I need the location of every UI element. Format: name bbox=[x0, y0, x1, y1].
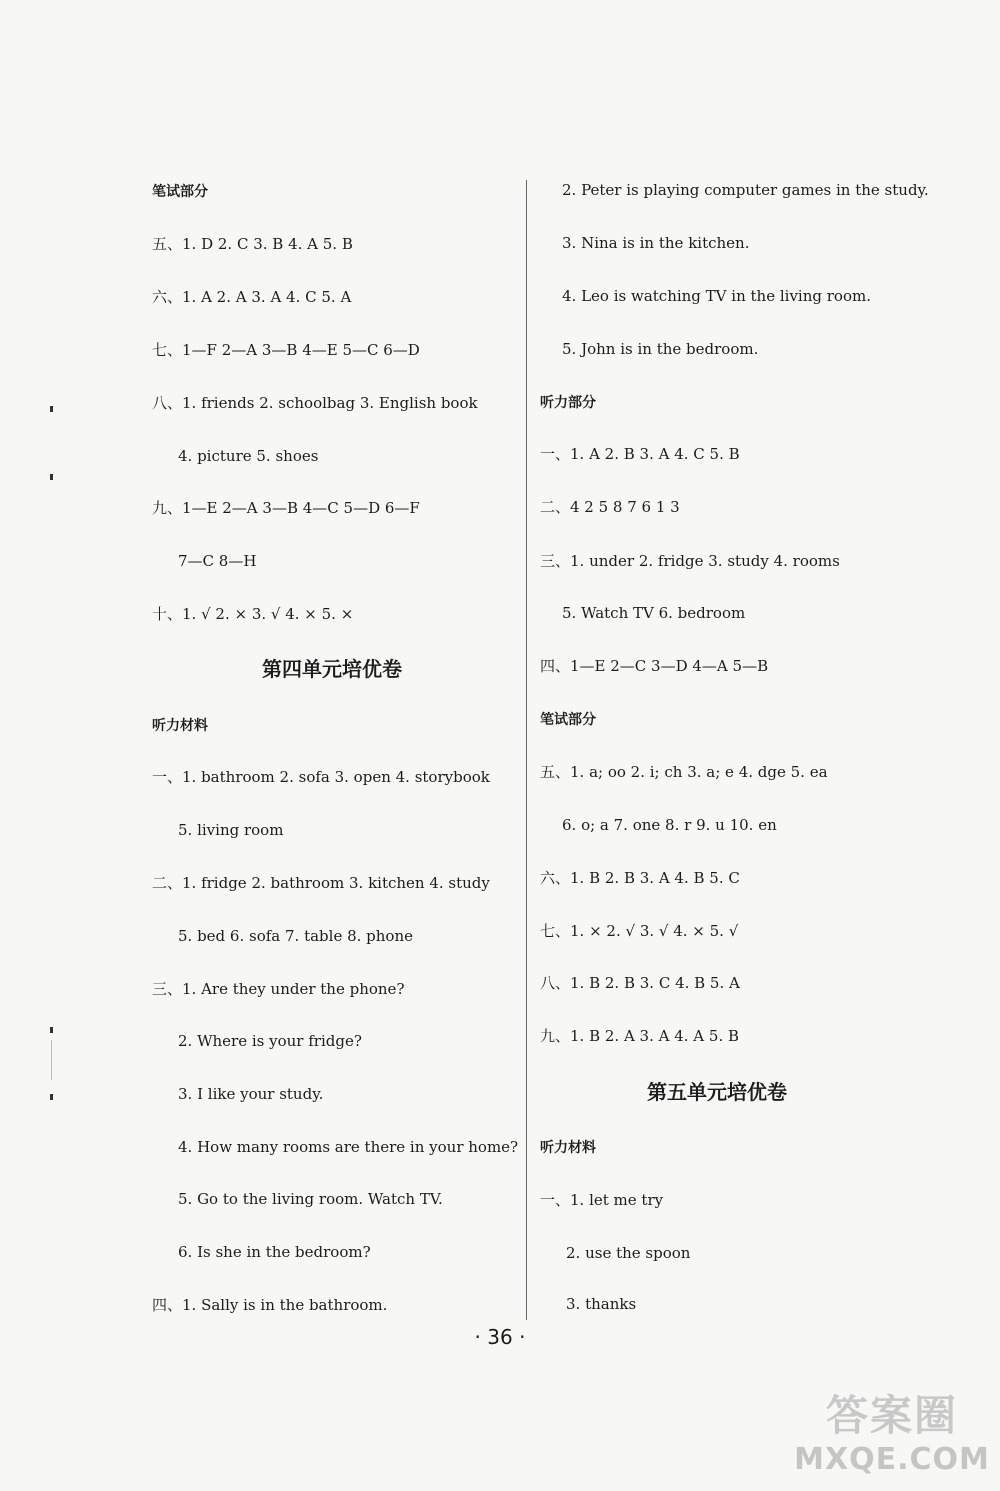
answer-line: 五、1. a; oo 2. i; ch 3. a; e 4. dge 5. ea bbox=[540, 763, 828, 781]
answer-line: 七、1—F 2—A 3—B 4—E 5—C 6—D bbox=[152, 341, 420, 359]
page-number: · 36 · bbox=[474, 1325, 526, 1349]
answer-line: 九、1. B 2. A 3. A 4. A 5. B bbox=[540, 1027, 740, 1045]
answer-line: 4. Leo is watching TV in the living room. bbox=[562, 287, 871, 305]
answer-line: 4. How many rooms are there in your home? bbox=[178, 1138, 519, 1156]
answer-line: 三、1. Are they under the phone? bbox=[152, 980, 405, 998]
answer-line: 七、1. × 2. √ 3. √ 4. × 5. √ bbox=[540, 922, 739, 940]
binding-mark bbox=[50, 474, 53, 480]
watermark-logo-text: 答案圈 bbox=[825, 1391, 958, 1440]
written-section-heading: 笔试部分 bbox=[540, 712, 596, 728]
answer-line: 四、1. Sally is in the bathroom. bbox=[152, 1296, 388, 1314]
answer-line: 六、1. A 2. A 3. A 4. C 5. A bbox=[152, 288, 352, 306]
answer-line: 二、1. fridge 2. bathroom 3. kitchen 4. study bbox=[152, 874, 490, 892]
column-divider bbox=[526, 180, 527, 1320]
answer-line: 6. Is she in the bedroom? bbox=[178, 1243, 371, 1261]
answer-line: 八、1. B 2. B 3. C 4. B 5. A bbox=[540, 974, 740, 992]
answer-line: 二、4 2 5 8 7 6 1 3 bbox=[540, 498, 680, 516]
answer-line: 3. I like your study. bbox=[178, 1085, 324, 1103]
listening-material-heading: 听力材料 bbox=[540, 1140, 596, 1156]
answer-line: 八、1. friends 2. schoolbag 3. English book bbox=[152, 394, 478, 412]
answer-line: 2. Where is your fridge? bbox=[178, 1032, 362, 1050]
answer-line: 5. living room bbox=[178, 821, 284, 839]
answer-line: 一、1. A 2. B 3. A 4. C 5. B bbox=[540, 445, 740, 463]
answer-line: 一、1. bathroom 2. sofa 3. open 4. storybook bbox=[152, 768, 490, 786]
answer-line: 3. thanks bbox=[566, 1295, 637, 1313]
unit-four-title: 第四单元培优卷 bbox=[262, 657, 402, 681]
watermark-url: MXQE.COM bbox=[794, 1442, 990, 1477]
listening-section-heading: 听力部分 bbox=[540, 395, 596, 411]
answer-line: 7—C 8—H bbox=[178, 552, 257, 570]
site-watermark bbox=[792, 1390, 992, 1485]
answer-line: 2. use the spoon bbox=[566, 1244, 691, 1262]
binding-line bbox=[51, 1040, 52, 1080]
binding-mark bbox=[50, 1094, 53, 1100]
answer-line: 三、1. under 2. fridge 3. study 4. rooms bbox=[540, 552, 840, 570]
listening-material-heading: 听力材料 bbox=[152, 718, 208, 734]
answer-line: 5. John is in the bedroom. bbox=[562, 340, 759, 358]
answer-line: 2. Peter is playing computer games in the study. bbox=[562, 181, 929, 199]
binding-mark bbox=[50, 1027, 53, 1033]
answer-line: 六、1. B 2. B 3. A 4. B 5. C bbox=[540, 869, 740, 887]
unit-five-title: 第五单元培优卷 bbox=[647, 1080, 787, 1104]
binding-mark bbox=[50, 406, 53, 412]
answer-line: 九、1—E 2—A 3—B 4—C 5—D 6—F bbox=[152, 499, 420, 517]
answer-line: 3. Nina is in the kitchen. bbox=[562, 234, 750, 252]
answer-line: 一、1. let me try bbox=[540, 1191, 664, 1209]
answer-line: 五、1. D 2. C 3. B 4. A 5. B bbox=[152, 235, 353, 253]
answer-line: 四、1—E 2—C 3—D 4—A 5—B bbox=[540, 657, 769, 675]
answer-line: 5. Go to the living room. Watch TV. bbox=[178, 1190, 443, 1208]
answer-line: 4. picture 5. shoes bbox=[178, 447, 319, 465]
answer-line: 十、1. √ 2. × 3. √ 4. × 5. × bbox=[152, 605, 354, 623]
answer-line: 5. bed 6. sofa 7. table 8. phone bbox=[178, 927, 414, 945]
written-section-heading: 笔试部分 bbox=[152, 184, 208, 200]
answer-line: 5. Watch TV 6. bedroom bbox=[562, 604, 746, 622]
answer-line: 6. o; a 7. one 8. r 9. u 10. en bbox=[562, 816, 777, 834]
